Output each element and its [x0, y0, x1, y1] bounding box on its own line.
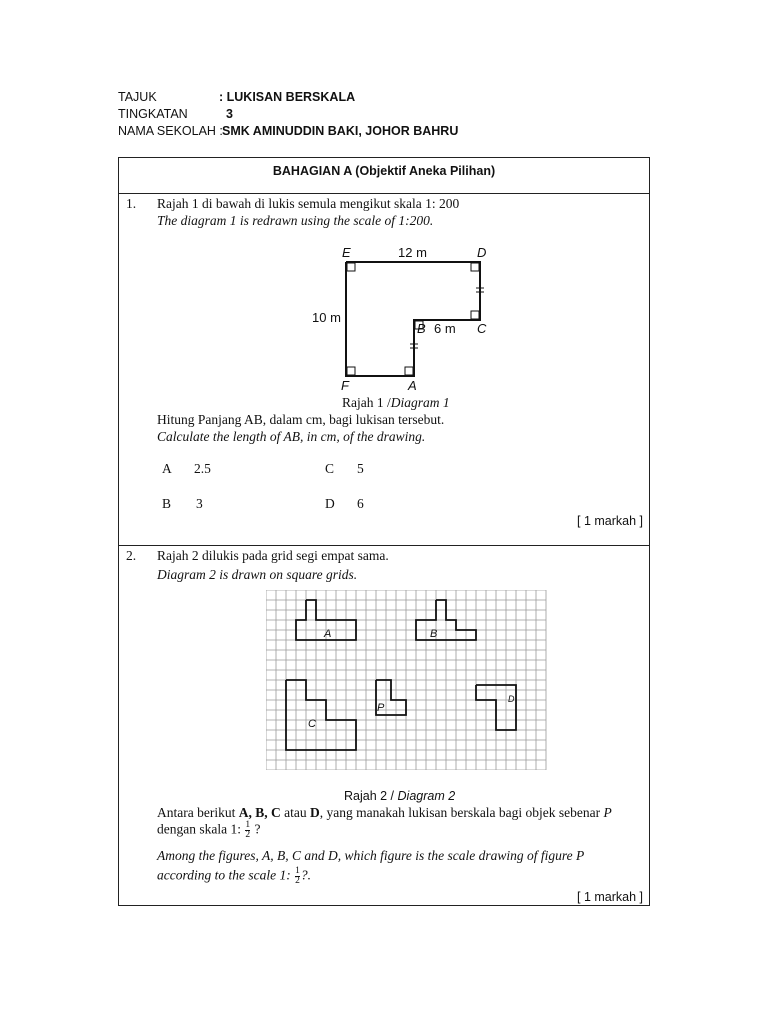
right-angle-c — [471, 311, 479, 319]
label-e: E — [342, 245, 351, 260]
shape-c-outline — [286, 680, 356, 750]
q1-option-d-letter[interactable]: D — [325, 496, 335, 511]
label-a: A — [408, 378, 417, 393]
q1-option-b-letter[interactable]: B — [162, 496, 172, 511]
q2-ask-en-line2 — [157, 867, 311, 886]
q2-caption-en: Diagram 2 — [397, 789, 456, 803]
q2-ask-ms-d: D — [309, 805, 320, 820]
q2-ask-ms-letters: A, B, C — [238, 805, 281, 820]
q2-ask-ms-line1 — [157, 805, 612, 821]
grid-label-a: A — [324, 628, 332, 640]
label-12m: 12 m — [398, 245, 427, 260]
diagram-1 — [300, 238, 500, 396]
q2-ask-ms-line2 — [157, 821, 260, 840]
q2-marks: [ 1 markah ] — [577, 890, 643, 904]
q1-text-en: The diagram 1 is redrawn using the scale of 1:200. — [157, 213, 434, 228]
tajuk-value: : LUKISAN BERSKALA — [219, 90, 356, 104]
q2-ask-ms-part: Antara berikut — [157, 805, 236, 820]
fraction-numerator: 1 — [295, 866, 300, 876]
fraction-numerator: 1 — [245, 820, 251, 830]
q1-text-ms: Rajah 1 di bawah di lukis semula mengikut skala 1: 200 — [157, 196, 460, 211]
fraction-denominator: 2 — [245, 830, 251, 840]
q2-caption-ms: Rajah 2 / — [344, 789, 395, 803]
q1-option-c-value: 5 — [357, 461, 364, 476]
grid-label-b: B — [430, 628, 438, 640]
q1-caption-ms: Rajah 1 / — [342, 395, 391, 410]
right-angle-f — [347, 367, 355, 375]
q2-ask-ms-part: ? — [254, 821, 261, 837]
label-b: B — [417, 321, 426, 336]
label-d: D — [477, 245, 487, 260]
grid-label-c: C — [308, 718, 316, 730]
q2-text-en: Diagram 2 is drawn on square grids. — [157, 567, 358, 582]
label-10m: 10 m — [312, 310, 341, 325]
q2-text-ms: Rajah 2 dilukis pada grid segi empat sama. — [157, 548, 389, 563]
right-angle-e — [347, 263, 355, 271]
q2-ask-ms-part: atau — [284, 805, 307, 820]
q1-option-b-value: 3 — [196, 496, 203, 511]
table-divider — [118, 193, 650, 194]
fraction-half — [295, 867, 300, 886]
q1-option-d-value: 6 — [357, 496, 364, 511]
q1-option-c-letter[interactable]: C — [325, 461, 335, 476]
q2-ask-ms-part: dengan skala 1: — [157, 821, 241, 837]
grid-label-p: P — [377, 702, 385, 714]
q1-number: 1. — [126, 196, 137, 211]
diagram-2-grid — [266, 590, 550, 770]
tajuk-label: TAJUK — [118, 90, 157, 104]
q1-ask-en: Calculate the length of AB, in cm, of the drawing. — [157, 429, 426, 444]
right-angle-d — [471, 263, 479, 271]
q1-option-a-value: 2.5 — [194, 461, 211, 476]
q1-caption-en: Diagram 1 — [390, 395, 450, 410]
label-f: F — [341, 378, 349, 393]
grid-lines — [266, 590, 546, 770]
fraction-denominator: 2 — [295, 876, 300, 886]
q2-ask-ms-p: P — [603, 805, 612, 820]
label-c: C — [477, 321, 487, 336]
sekolah-label: NAMA SEKOLAH : — [118, 124, 223, 138]
grid-label-d: D — [508, 694, 515, 704]
q1-caption — [342, 395, 450, 411]
q2-ask-en-part: according to the scale 1: — [157, 867, 291, 883]
q2-number: 2. — [126, 548, 137, 563]
l-shape — [346, 262, 480, 376]
label-6m: 6 m — [434, 321, 456, 336]
q2-ask-ms-part: , yang manakah lukisan berskala bagi objek sebenar — [319, 805, 601, 820]
q2-ask-en-line1: Among the figures, A, B, C and D, which figure is the scale drawing of figure P — [157, 848, 585, 863]
fraction-half — [245, 821, 250, 840]
q1-ask-ms: Hitung Panjang AB, dalam cm, bagi lukisan tersebut. — [157, 412, 445, 427]
tingkatan-label: TINGKATAN — [118, 107, 188, 121]
q2-ask-en-part: ?. — [300, 867, 311, 883]
tingkatan-value: 3 — [226, 107, 233, 121]
table-divider — [118, 545, 650, 546]
q2-caption — [344, 789, 455, 803]
section-title: BAHAGIAN A (Objektif Aneka Pilihan) — [272, 164, 496, 178]
q1-option-a-letter[interactable]: A — [162, 461, 172, 476]
q1-marks: [ 1 markah ] — [577, 514, 643, 528]
sekolah-value: SMK AMINUDDIN BAKI, JOHOR BAHRU — [222, 124, 459, 138]
right-angle-a — [405, 367, 413, 375]
